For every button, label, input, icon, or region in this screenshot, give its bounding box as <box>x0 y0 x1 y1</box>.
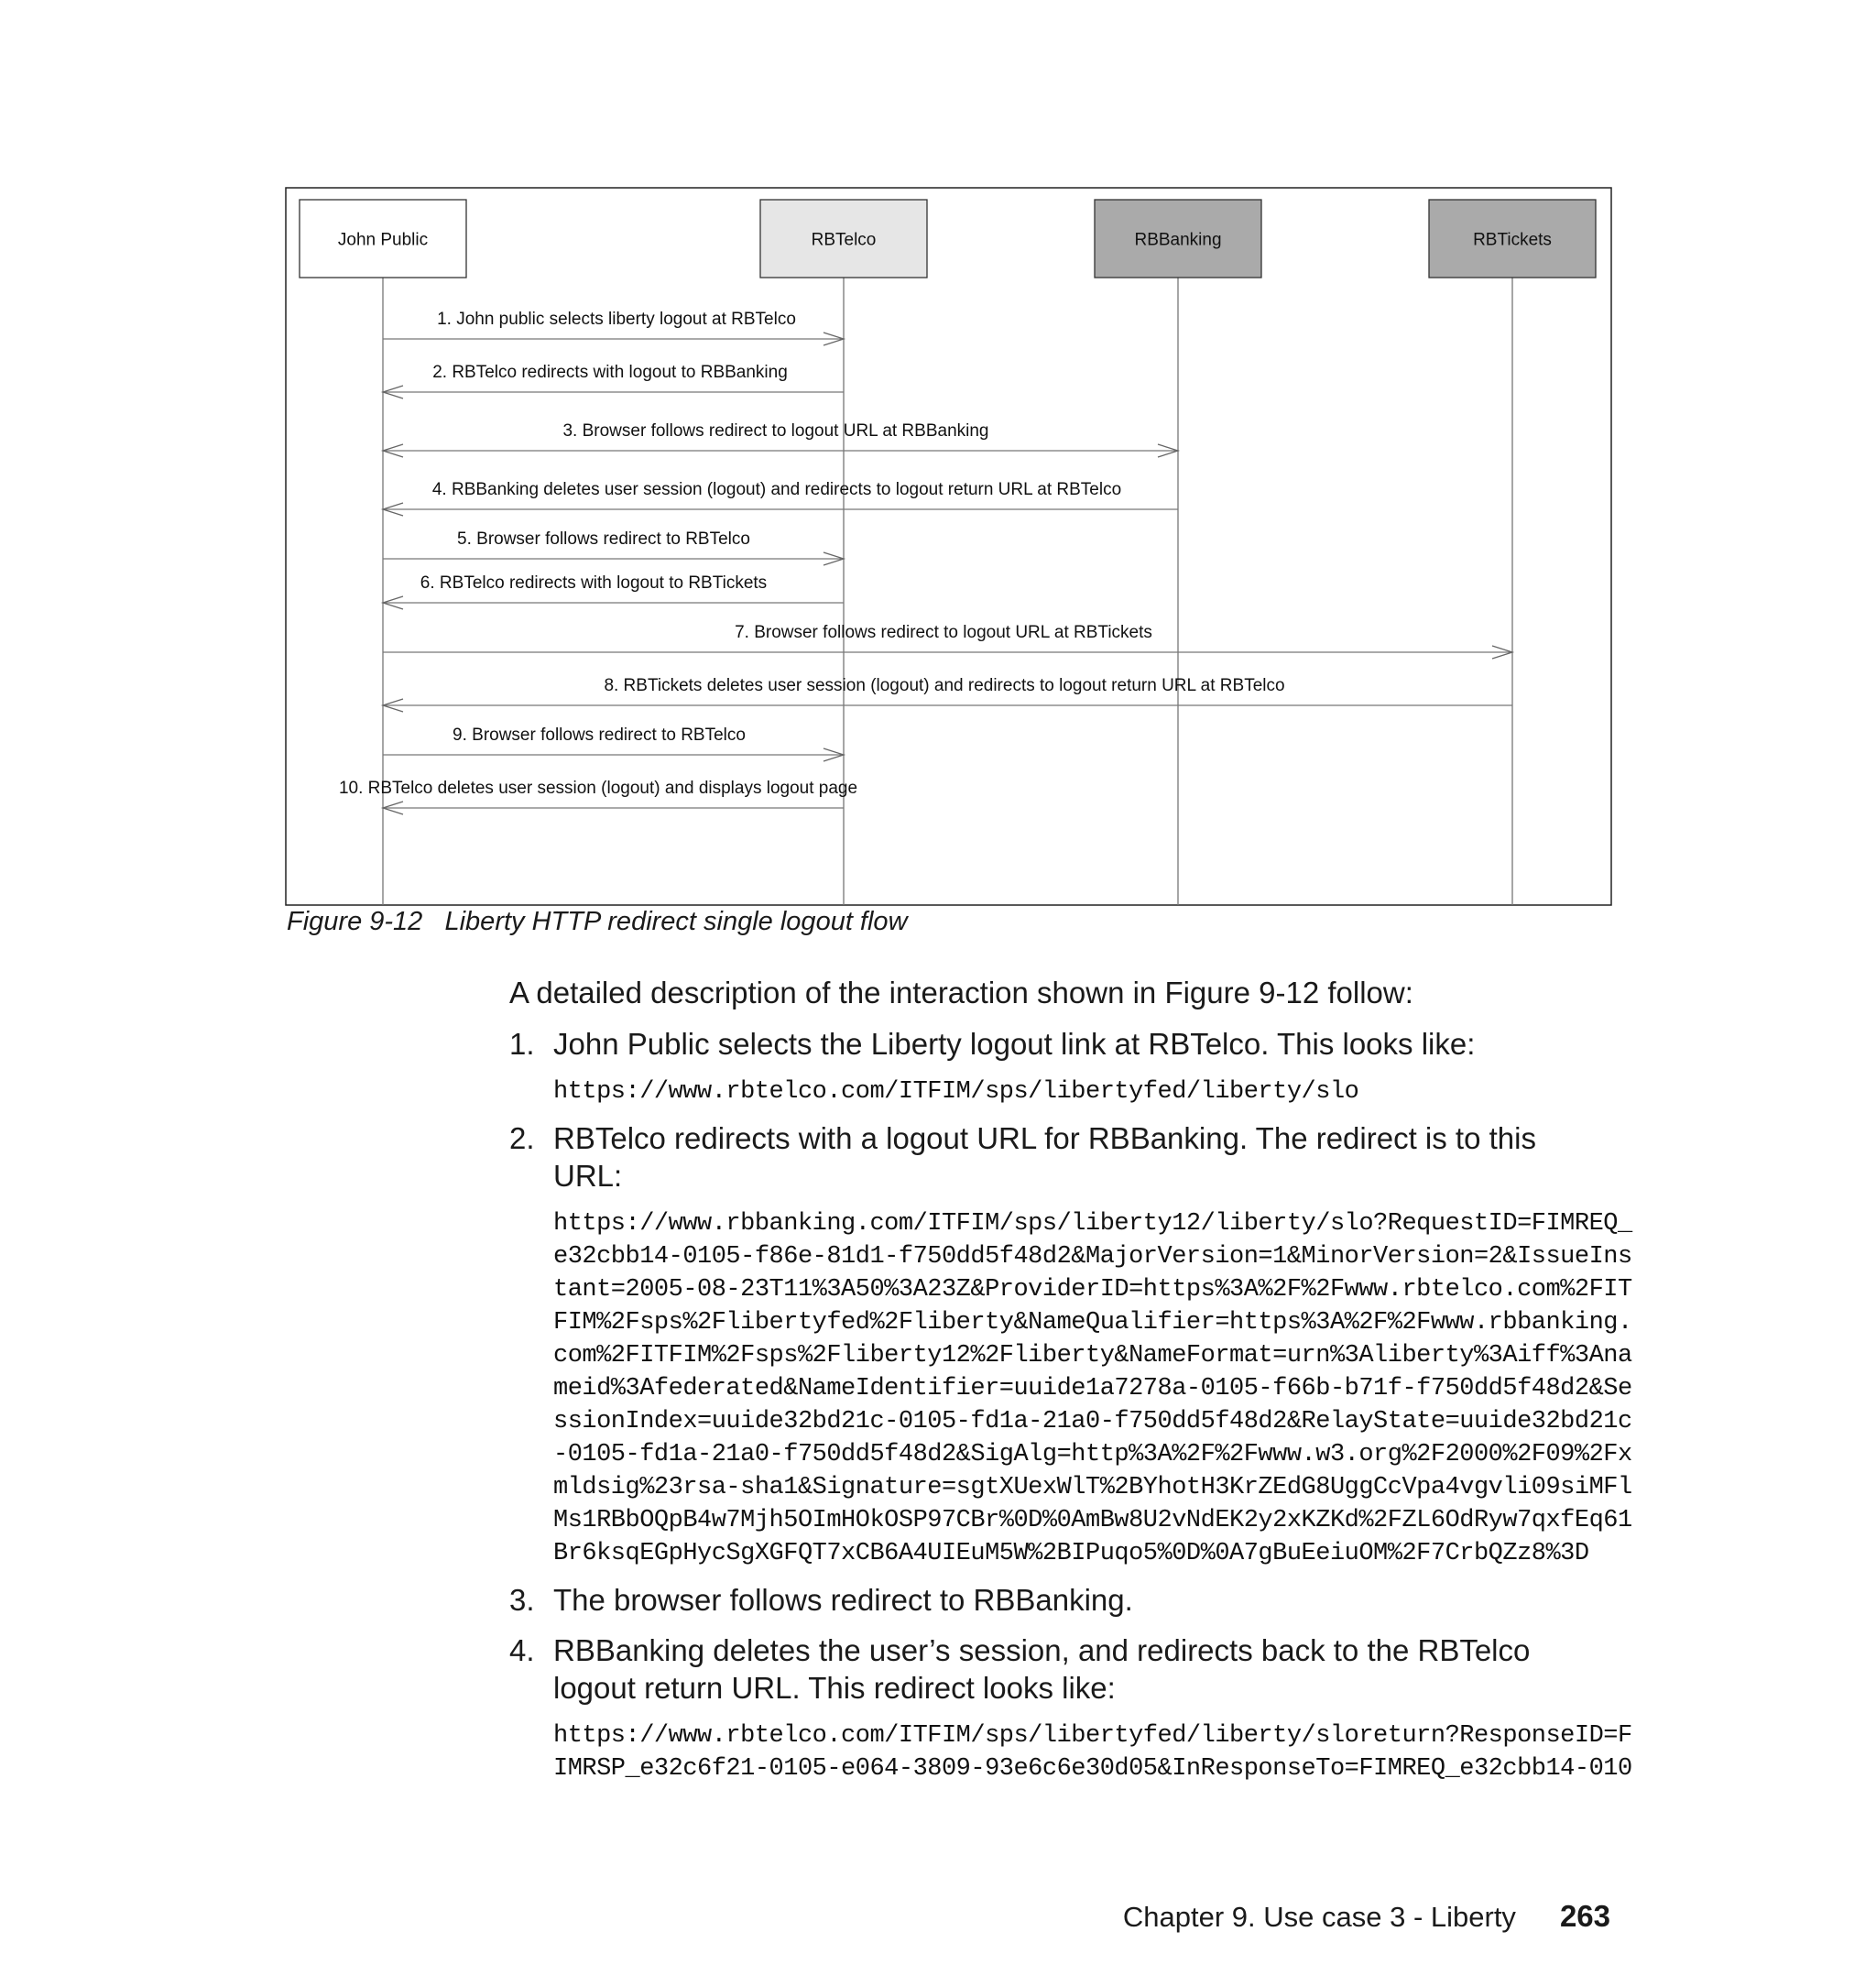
page-footer <box>1123 1899 1610 1934</box>
list-item-text: RBTelco redirects with a logout URL for RBBanking. The redirect is to this URL: <box>553 1121 1536 1193</box>
participant-label: John Public <box>337 230 429 250</box>
page-number: 263 <box>1559 1899 1610 1933</box>
message-label: 7. Browser follows redirect to logout URL at RBTickets <box>735 623 1152 642</box>
participant-label: RBTelco <box>811 230 877 250</box>
message-label: 5. Browser follows redirect to RBTelco <box>457 529 750 549</box>
list-item <box>509 1119 1609 1195</box>
sequence-diagram <box>0 0 1876 953</box>
list-item <box>509 1025 1609 1063</box>
list-item-text: The browser follows redirect to RBBanking. <box>553 1583 1133 1617</box>
figure-caption <box>287 907 908 937</box>
message-label: 2. RBTelco redirects with logout to RBBanking <box>432 363 788 382</box>
code-block: https://www.rbtelco.com/ITFIM/sps/libertyfed/liberty/slo <box>553 1078 1359 1106</box>
list-item-number: 4. <box>509 1633 535 1667</box>
message-label: 9. Browser follows redirect to RBTelco <box>453 726 746 745</box>
list-item-number: 1. <box>509 1027 535 1061</box>
list-item-text: John Public selects the Liberty logout link at RBTelco. This looks like: <box>553 1027 1476 1061</box>
list-item-number: 2. <box>509 1121 535 1155</box>
message-label: 3. Browser follows redirect to logout URL at RBBanking <box>562 421 989 441</box>
participant-label: RBBanking <box>1134 230 1222 250</box>
list-item <box>509 1581 1609 1619</box>
list-item-text: RBBanking deletes the user’s session, and redirects back to the RBTelco logout return URL. This redirect looks like: <box>553 1633 1531 1705</box>
list-item <box>509 1631 1609 1707</box>
figure-number: Figure 9-12 <box>287 907 423 936</box>
chapter-title: Chapter 9. Use case 3 - Liberty <box>1122 1901 1516 1933</box>
body-text <box>509 974 1632 1796</box>
figure-title: Liberty HTTP redirect single logout flow <box>444 907 908 936</box>
message-label: 8. RBTickets deletes user session (logout) and redirects to logout return URL at RBTelco <box>604 676 1285 695</box>
list-item-number: 3. <box>509 1583 535 1617</box>
message-label: 4. RBBanking deletes user session (logout) and redirects to logout return URL at RBTelco <box>431 480 1122 499</box>
message-label: 1. John public selects liberty logout at RBTelco <box>437 310 796 329</box>
intro-paragraph: A detailed description of the interaction shown in Figure 9-12 follow: <box>509 976 1413 1009</box>
message-label: 10. RBTelco deletes user session (logout) and displays logout page <box>338 779 858 798</box>
code-block: https://www.rbbanking.com/ITFIM/sps/liberty12/liberty/slo?RequestID=FIMREQ_ e32cbb14-0105-f86e-81d1-f750dd5f48d2&MajorVersion=1&MinorVersion=2&IssueIns tant=2005-08-23T11%3A50%3A23Z&ProviderID=https%3A%2F%2Fwww.rbtelco.com%2FIT FIM%2Fsps%2Flibertyfed%2Fliberty&NameQualifier=https%3A%2F%2Fwww.rbbanking. com%2FITFIM%2Fsps%2Fliberty12%2Fliberty&NameFormat=urn%3Aliberty%3Aiff%3Ana meid%3Afederated&NameIdentifier=uuide1a7278a-0105-f66b-b71f-f750dd5f48d2&Se ssionIndex=uuide32bd21c-0105-fd1a-21a0-f750dd5f48d2&RelayState=uuide32bd21c -0105-fd1a-21a0-f750dd5f48d2&SigAlg=http%3A%2F%2Fwww.w3.org%2F2000%2F09%2Fx mldsig%23rsa-sha1&Signature=sgtXUexWlT%2BYhotH3KrZEdG8UggCcVpa4vgvli09siMFl Ms1RBbOQpB4w7Mjh5OImHOkOSP97CBr%0D%0AmBw8U2vNdEK2y2xKZKd%2FZL6OdRyw7qxfEq61 Br6ksqEGpHycSgXGFQT7xCB6A4UIEuM5W%2BIPuqo5%0D%0A7gBuEeiuOM%2F7CrbQZz8%3D <box>553 1210 1632 1567</box>
message-label: 6. RBTelco redirects with logout to RBTickets <box>420 573 768 593</box>
participant-label: RBTickets <box>1473 230 1552 250</box>
code-block: https://www.rbtelco.com/ITFIM/sps/libertyfed/liberty/sloreturn?ResponseID=F IMRSP_e32c6f21-0105-e064-3809-93e6c6e30d05&InResponseTo=FIMREQ_e32cbb14-010 <box>553 1722 1632 1783</box>
